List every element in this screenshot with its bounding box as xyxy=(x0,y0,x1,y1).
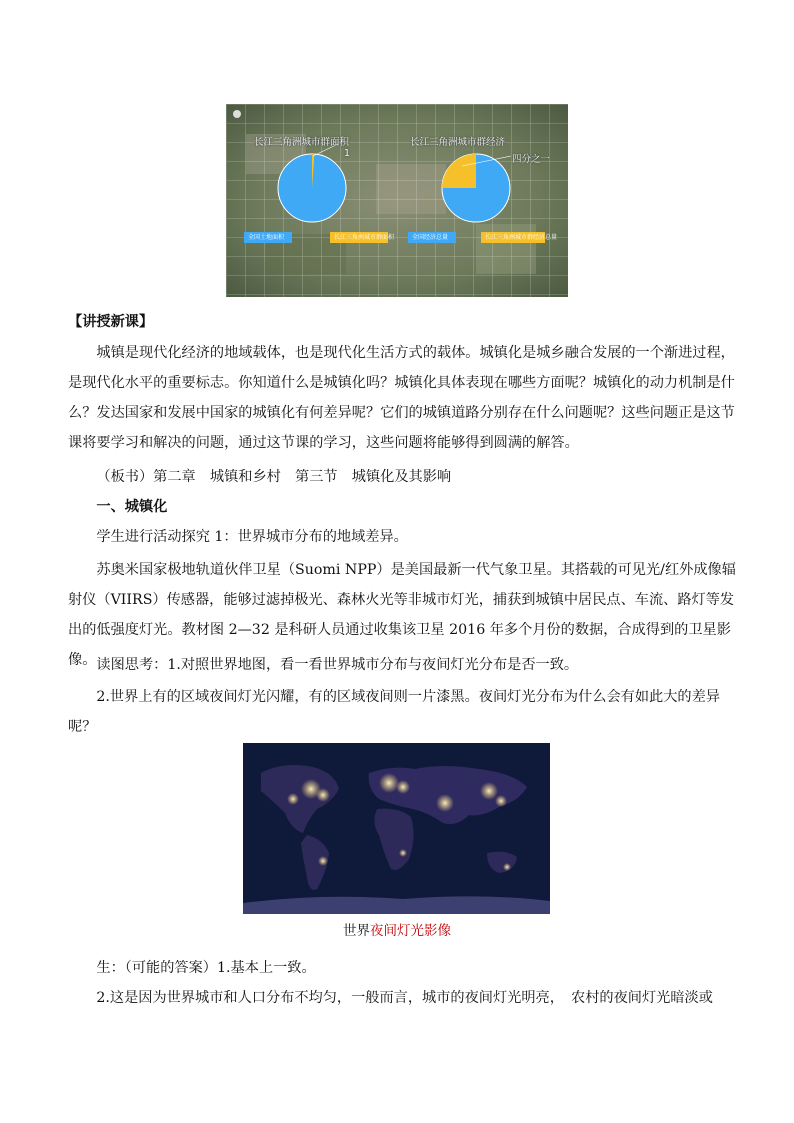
map-caption xyxy=(0,919,794,939)
legend-delta-area: 长江三角洲城市群面积 xyxy=(330,232,388,243)
legend-delta-economy: 长江三角洲城市群经济总量 xyxy=(481,232,545,243)
right-pie-title: 长江三角洲城市群经济 xyxy=(410,137,506,148)
question-1: 读图思考：1.对照世界地图，看一看世界城市分布与夜间灯光分布是否一致。 xyxy=(96,657,579,673)
caption-highlight: 夜间灯光影像 xyxy=(370,923,451,939)
left-pie-annotation: 1 xyxy=(344,148,351,159)
section-heading: 【讲授新课】 xyxy=(68,314,154,330)
legend-land-area: 全国土地面积 xyxy=(244,232,292,243)
answer-2: 2.这是因为世界城市和人口分布不均匀，一般而言，城市的夜间灯光明亮， 农村的夜间灯光暗淡或 xyxy=(96,990,713,1006)
answer-1: 生：（可能的答案）1.基本上一致。 xyxy=(96,960,316,976)
left-pie-title: 长江三角洲城市群面积 xyxy=(254,137,350,148)
question-2: 2.世界上有的区域夜间灯光闪耀，有的区域夜间则一片漆黑。夜间灯光分布为什么会有如此大的差异呢？ xyxy=(68,689,720,735)
satellite-pie-image xyxy=(226,104,568,297)
satellite-background xyxy=(226,104,568,297)
legend-economy-total: 全国经济总量 xyxy=(408,232,456,243)
world-map-graphic xyxy=(243,743,550,914)
satellite-paragraph: 苏奥米国家极地轨道伙伴卫星（Suomi NPP）是美国最新一代气象卫星。其搭载的可见光/红外成像辐射仪（VIIRS）传感器，能够过滤掉极光、森林火光等非城市灯光，捕获到城镇中居民点、车流、路灯等发出的低强度灯光。教材图 2—32 是科研人员通过收集该卫星 2016 年多个月份的数据，合成得到的卫星影像。 xyxy=(68,562,736,668)
intro-paragraph: 城镇是现代化经济的地域载体，也是现代化生活方式的载体。城镇化是城乡融合发展的一个渐进过程，是现代化水平的重要标志。你知道什么是城镇化吗？城镇化具体表现在哪些方面呢？城镇化的动力机制是什么？发达国家和发展中国家的城镇化有何差异呢？它们的城镇道路分别存在什么问题呢？这些问题正是这节课将要学习和解决的问题，通过这节课的学习，这些问题将能够得到圆满的解答。 xyxy=(68,345,735,451)
right-pie-annotation: 四分之一 xyxy=(512,154,551,165)
caption-prefix: 世界 xyxy=(343,923,370,939)
board-line: （板书）第二章 城镇和乡村 第三节 城镇化及其影响 xyxy=(96,469,452,485)
night-lights-map xyxy=(243,743,550,914)
heading-urbanization: 一、城镇化 xyxy=(96,499,168,515)
activity-line: 学生进行活动探究 1：世界城市分布的地域差异。 xyxy=(96,529,408,545)
